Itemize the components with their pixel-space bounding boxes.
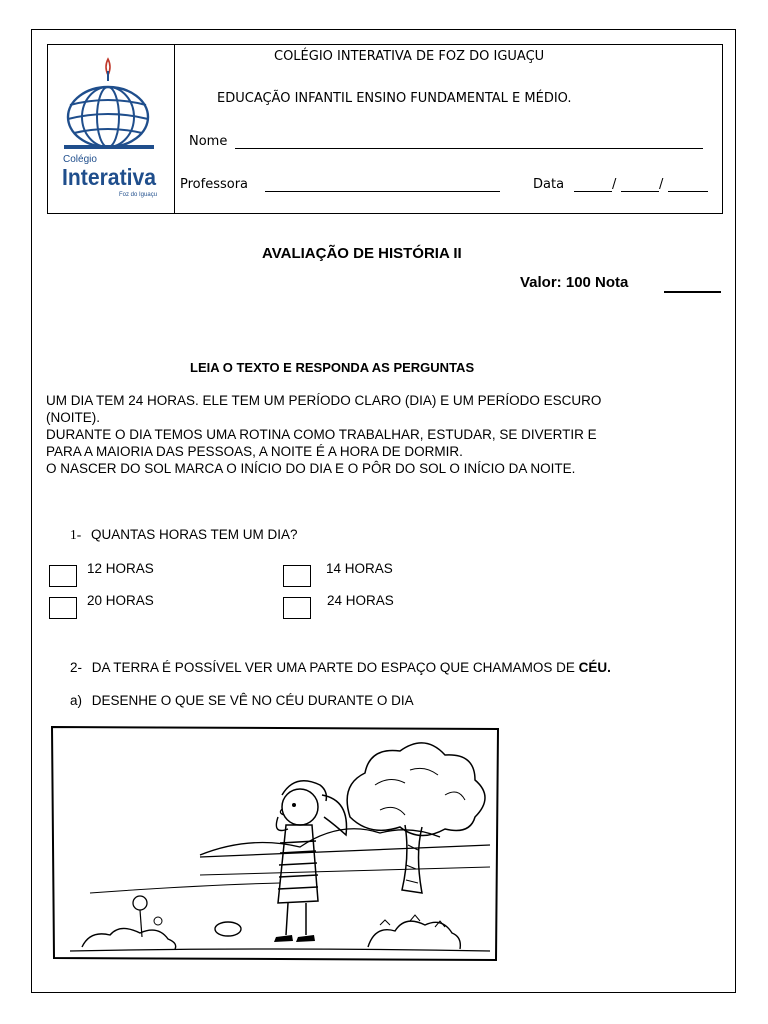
reading-line: UM DIA TEM 24 HORAS. ELE TEM UM PERÍODO CLARO (DIA) E UM PERÍODO ESCURO <box>46 393 602 408</box>
name-label: Nome <box>189 134 228 149</box>
option-20-label: 20 HORAS <box>87 593 154 608</box>
option-12-label: 12 HORAS <box>87 561 154 576</box>
question-2a <box>70 693 414 708</box>
globe-logo-icon <box>48 45 174 213</box>
score-label: Valor: 100 Nota <box>520 274 629 291</box>
reading-line: (NOITE). <box>46 410 100 425</box>
logo-interativa-text: Interativa <box>62 164 157 190</box>
question-2-number: 2- <box>70 660 83 675</box>
date-separator-2: / <box>659 177 664 192</box>
child-landscape-illustration <box>50 725 500 962</box>
teacher-label: Professora <box>180 177 249 192</box>
question-2a-text: DESENHE O QUE SE VÊ NO CÉU DURANTE O DIA <box>91 693 414 708</box>
option-14-checkbox[interactable] <box>283 565 311 587</box>
option-24-label: 24 HORAS <box>327 593 394 608</box>
exam-page <box>31 29 736 993</box>
date-year-field[interactable] <box>668 191 708 192</box>
reading-line: DURANTE O DIA TEMOS UMA ROTINA COMO TRABALHAR, ESTUDAR, SE DIVERTIR E <box>46 427 597 442</box>
question-2-emphasis: CÉU. <box>578 660 611 675</box>
date-month-field[interactable] <box>621 191 659 192</box>
instruction: LEIA O TEXTO E RESPONDA AS PERGUNTAS <box>190 360 475 375</box>
school-logo <box>48 45 175 213</box>
logo-city-text: Foz do Iguaçu <box>119 192 158 198</box>
reading-line: PARA A MAIORIA DAS PESSOAS, A NOITE É A HORA DE DORMIR. <box>46 444 463 459</box>
option-20-checkbox[interactable] <box>49 597 77 619</box>
reading-line: O NASCER DO SOL MARCA O INÍCIO DO DIA E O PÔR DO SOL O INÍCIO DA NOITE. <box>46 461 576 476</box>
option-14-label: 14 HORAS <box>326 561 393 576</box>
name-field[interactable] <box>235 148 703 149</box>
school-levels: EDUCAÇÃO INFANTIL ENSINO FUNDAMENTAL E MÉDIO. <box>217 91 572 106</box>
question-2 <box>70 660 611 675</box>
school-name: COLÉGIO INTERATIVA DE FOZ DO IGUAÇU <box>274 49 545 64</box>
question-2a-number: a) <box>70 693 83 708</box>
question-1-text: QUANTAS HORAS TEM UM DIA? <box>91 527 298 542</box>
option-12-checkbox[interactable] <box>49 565 77 587</box>
logo-colegio-text: Colégio <box>63 154 97 165</box>
question-1 <box>70 527 298 543</box>
question-2-text: DA TERRA É POSSÍVEL VER UMA PARTE DO ESPAÇO QUE CHAMAMOS DE <box>91 660 575 675</box>
grade-field[interactable] <box>664 291 721 293</box>
question-1-number: 1- <box>70 527 82 542</box>
teacher-field[interactable] <box>265 191 500 192</box>
date-day-field[interactable] <box>574 191 612 192</box>
date-separator-1: / <box>612 177 617 192</box>
drawing-area[interactable] <box>50 725 500 962</box>
option-24-checkbox[interactable] <box>283 597 311 619</box>
exam-title: AVALIAÇÃO DE HISTÓRIA II <box>262 245 462 262</box>
exam-header <box>47 44 723 214</box>
date-label: Data <box>533 177 565 192</box>
